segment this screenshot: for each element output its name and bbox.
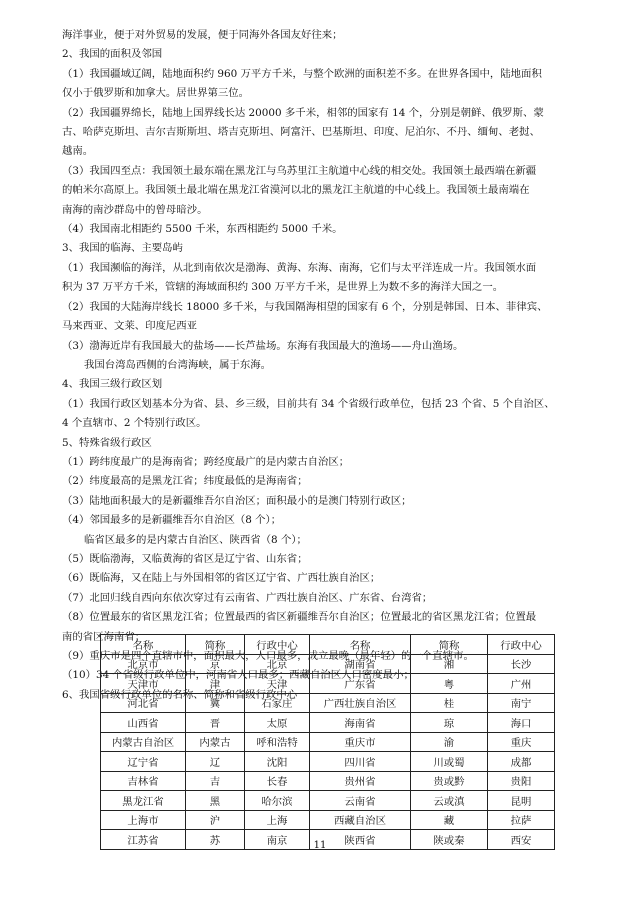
table-cell: 山西省 bbox=[101, 713, 186, 733]
table-cell: 沪 bbox=[186, 810, 245, 830]
section-heading: 2、我国的面积及邻国 bbox=[62, 48, 163, 61]
table-header-row bbox=[101, 635, 555, 655]
table-cell: 藏 bbox=[411, 810, 488, 830]
section-heading: 5、特殊省级行政区 bbox=[62, 436, 152, 449]
text-line: 马来西亚、文莱、印度尼西亚 bbox=[62, 320, 198, 333]
table-cell: 津 bbox=[186, 674, 245, 694]
text-line: 我国台湾岛西侧的台湾海峡，属于东海。 bbox=[84, 358, 272, 371]
column-header: 行政中心 bbox=[245, 635, 310, 655]
text-line: 越南。 bbox=[62, 145, 94, 158]
table-cell: 上海市 bbox=[101, 810, 186, 830]
table-cell: 广西壮族自治区 bbox=[310, 693, 411, 713]
text-line: 仅小于俄罗斯和加拿大。居世界第三位。 bbox=[62, 87, 250, 100]
table-cell: 陕西省 bbox=[310, 830, 411, 850]
table-cell: 广东省 bbox=[310, 674, 411, 694]
table-cell: 渝 bbox=[411, 732, 488, 752]
table-cell: 内蒙古自治区 bbox=[101, 732, 186, 752]
document-body bbox=[62, 26, 592, 705]
section-heading: 3、我国的临海、主要岛屿 bbox=[62, 242, 183, 255]
text-line: （2）纬度最高的是黑龙江省；纬度最低的是海南省； bbox=[62, 475, 308, 488]
table-cell: 海南省 bbox=[310, 713, 411, 733]
table-cell: 苏 bbox=[186, 830, 245, 850]
table-cell: 哈尔滨 bbox=[245, 791, 310, 811]
table-cell: 桂 bbox=[411, 693, 488, 713]
text-line: 临省区最多的是内蒙古自治区、陕西省（8 个）； bbox=[84, 533, 307, 546]
text-line: （2）我国疆界绵长，陆地上国界线长达 20000 多千米，相邻的国家有 14 个，分别是朝鲜、俄罗斯、蒙 bbox=[62, 106, 544, 119]
table-cell: 南宁 bbox=[488, 693, 555, 713]
text-line: （1）我国疆域辽阔，陆地面积约 960 万平方千米，与整个欧洲的面积差不多。在世界各国中，陆地面积 bbox=[62, 67, 542, 80]
table-cell: 川或蜀 bbox=[411, 752, 488, 772]
table-cell: 陕或秦 bbox=[411, 830, 488, 850]
province-table bbox=[100, 634, 555, 850]
table-cell: 南京 bbox=[245, 830, 310, 850]
column-header: 行政中心 bbox=[488, 635, 555, 655]
text-line: 积为 37 万平方千米，管辖的海域面积约 300 万平方千米，是世界上为数不多的海洋大国之一。 bbox=[62, 281, 504, 294]
section-heading: 4、我国三级行政区划 bbox=[62, 378, 163, 391]
text-line: （1）我国濒临的海洋，从北到南依次是渤海、黄海、东海、南海，它们与太平洋连成一片。我国领水面 bbox=[62, 261, 537, 274]
text-line: （8）位置最东的省区黑龙江省；位置最西的省区新疆维吾尔自治区；位置最北的省区黑龙江省；位置最 bbox=[62, 611, 537, 624]
table-row bbox=[101, 713, 555, 733]
table-cell: 西安 bbox=[488, 830, 555, 850]
table-row bbox=[101, 791, 555, 811]
table-cell: 贵或黔 bbox=[411, 771, 488, 791]
text-line: （10）34 个省级行政单位中，河南省人口最多；西藏自治区人口密度最小； bbox=[62, 669, 414, 682]
page-number: 11 bbox=[313, 840, 327, 851]
table-row bbox=[101, 732, 555, 752]
table-cell: 贵州省 bbox=[310, 771, 411, 791]
text-line: 的帕米尔高原上。我国领土最北端在黑龙江省漠河以北的黑龙江主航道的中心线上。我国领土最南端在 bbox=[62, 184, 530, 197]
table-cell: 冀 bbox=[186, 693, 245, 713]
table-cell: 北京市 bbox=[101, 654, 186, 674]
table-cell: 黑 bbox=[186, 791, 245, 811]
table-row bbox=[101, 693, 555, 713]
table-cell: 吉林省 bbox=[101, 771, 186, 791]
table-cell: 上海 bbox=[245, 810, 310, 830]
text-line: （3）陆地面积最大的是新疆维吾尔自治区；面积最小的是澳门特别行政区； bbox=[62, 494, 412, 507]
table-cell: 西藏自治区 bbox=[310, 810, 411, 830]
table-cell: 昆明 bbox=[488, 791, 555, 811]
text-line: （1）我国行政区划基本分为省、县、乡三级，目前共有 34 个省级行政单位，包括 23 个省、5 个自治区、 bbox=[62, 397, 555, 410]
text-line: （3）我国四至点：我国领土最东端在黑龙江与乌苏里江主航道中心线的相交处。我国领土最西端在新疆 bbox=[62, 164, 537, 177]
table-cell: 太原 bbox=[245, 713, 310, 733]
column-header: 名称 bbox=[101, 635, 186, 655]
table-cell: 呼和浩特 bbox=[245, 732, 310, 752]
table-cell: 重庆市 bbox=[310, 732, 411, 752]
table-row bbox=[101, 674, 555, 694]
table-cell: 北京 bbox=[245, 654, 310, 674]
text-line: （5）既临渤海，又临黄海的省区是辽宁省、山东省； bbox=[62, 552, 308, 565]
text-line: （4）我国南北相距约 5500 千米，东西相距约 5000 千米。 bbox=[62, 223, 343, 236]
text-line: （3）渤海近岸有我国最大的盐场——长芦盐场。东海有我国最大的渔场——舟山渔场。 bbox=[62, 339, 464, 352]
column-header: 简称 bbox=[186, 635, 245, 655]
table-cell: 琼 bbox=[411, 713, 488, 733]
text-line: 古、哈萨克斯坦、吉尔吉斯斯坦、塔吉克斯坦、阿富汗、巴基斯坦、印度、尼泊尔、不丹、缅甸、老挝、 bbox=[62, 126, 540, 139]
text-line: （1）跨纬度最广的是海南省；跨经度最广的是内蒙古自治区； bbox=[62, 455, 350, 468]
table-cell: 成都 bbox=[488, 752, 555, 772]
section-heading: 6、我国省级行政单位的名称、简称和省级行政中心 bbox=[62, 688, 298, 701]
table-cell: 沈阳 bbox=[245, 752, 310, 772]
table-cell: 湖南省 bbox=[310, 654, 411, 674]
table-cell: 重庆 bbox=[488, 732, 555, 752]
table-row bbox=[101, 752, 555, 772]
table-cell: 拉萨 bbox=[488, 810, 555, 830]
table-cell: 晋 bbox=[186, 713, 245, 733]
table-cell: 石家庄 bbox=[245, 693, 310, 713]
table-cell: 黑龙江省 bbox=[101, 791, 186, 811]
text-line: （9）重庆市是四个直辖市中，面积最大，人口最多，成立最晚（最年轻）的一个直辖市。 bbox=[62, 650, 474, 662]
text-line: 南海的南沙群岛中的曾母暗沙。 bbox=[62, 203, 208, 216]
column-header: 名称 bbox=[310, 635, 411, 655]
text-line: （7）北回归线自西向东依次穿过有云南省、广西壮族自治区、广东省、台湾省； bbox=[62, 591, 433, 604]
table-cell: 京 bbox=[186, 654, 245, 674]
table-cell: 粤 bbox=[411, 674, 488, 694]
table-cell: 河北省 bbox=[101, 693, 186, 713]
table-cell: 天津 bbox=[245, 674, 310, 694]
table-row bbox=[101, 654, 555, 674]
table-cell: 内蒙古 bbox=[186, 732, 245, 752]
table-cell: 海口 bbox=[488, 713, 555, 733]
text-line: 南的省区海南省； bbox=[62, 630, 146, 643]
table-cell: 长沙 bbox=[488, 654, 555, 674]
table-cell: 吉 bbox=[186, 771, 245, 791]
table-row bbox=[101, 810, 555, 830]
table-cell: 云或滇 bbox=[411, 791, 488, 811]
text-line: （2）我国的大陆海岸线长 18000 多千米，与我国隔海相望的国家有 6 个，分别是韩国、日本、菲律宾、 bbox=[62, 300, 548, 313]
table-row bbox=[101, 771, 555, 791]
table-cell: 长春 bbox=[245, 771, 310, 791]
table-body bbox=[101, 654, 555, 849]
table-cell: 辽 bbox=[186, 752, 245, 772]
column-header: 简称 bbox=[411, 635, 488, 655]
text-line: 海洋事业，便于对外贸易的发展，便于同海外各国友好往来； bbox=[62, 29, 343, 41]
table-cell: 辽宁省 bbox=[101, 752, 186, 772]
text-line: 4 个直辖市、2 个特别行政区。 bbox=[62, 417, 207, 430]
table-cell: 广州 bbox=[488, 674, 555, 694]
text-line: （4）邻国最多的是新疆维吾尔自治区（8 个）； bbox=[62, 514, 282, 527]
table-cell: 云南省 bbox=[310, 791, 411, 811]
table-cell: 贵阳 bbox=[488, 771, 555, 791]
table-cell: 四川省 bbox=[310, 752, 411, 772]
table-cell: 天津市 bbox=[101, 674, 186, 694]
table-cell: 湘 bbox=[411, 654, 488, 674]
text-line: （6）既临海，又在陆上与外国相邻的省区辽宁省、广西壮族自治区； bbox=[62, 572, 381, 585]
table-cell: 江苏省 bbox=[101, 830, 186, 850]
